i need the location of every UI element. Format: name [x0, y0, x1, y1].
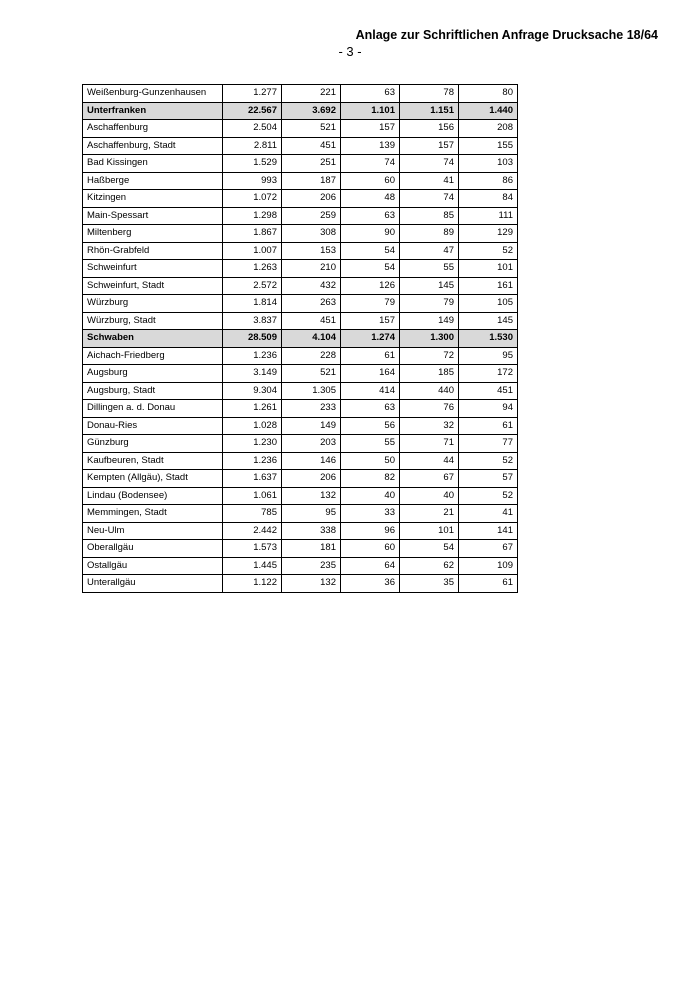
- row-label-cell: Rhön-Grabfeld: [83, 242, 223, 260]
- value-cell-3: 40: [341, 487, 400, 505]
- value-cell-5: 61: [459, 417, 518, 435]
- table-row: [83, 417, 518, 435]
- value-cell-1: 993: [223, 172, 282, 190]
- row-label-cell: Günzburg: [83, 435, 223, 453]
- table-row-summary: [83, 330, 518, 348]
- value-cell-3: 139: [341, 137, 400, 155]
- value-cell-3: 60: [341, 172, 400, 190]
- value-cell-3: 82: [341, 470, 400, 488]
- value-cell-5: 52: [459, 487, 518, 505]
- row-label-cell: Kitzingen: [83, 190, 223, 208]
- value-cell-2: 3.692: [282, 102, 341, 120]
- value-cell-2: 4.104: [282, 330, 341, 348]
- value-cell-3: 157: [341, 312, 400, 330]
- value-cell-5: 84: [459, 190, 518, 208]
- table-row: [83, 155, 518, 173]
- value-cell-1: 1.867: [223, 225, 282, 243]
- table-row: [83, 470, 518, 488]
- value-cell-5: 161: [459, 277, 518, 295]
- row-label-cell: Unterfranken: [83, 102, 223, 120]
- row-label-cell: Aschaffenburg: [83, 120, 223, 138]
- table-row: [83, 435, 518, 453]
- value-cell-2: 203: [282, 435, 341, 453]
- value-cell-3: 90: [341, 225, 400, 243]
- value-cell-3: 1.274: [341, 330, 400, 348]
- value-cell-5: 141: [459, 522, 518, 540]
- value-cell-2: 228: [282, 347, 341, 365]
- value-cell-3: 96: [341, 522, 400, 540]
- value-cell-2: 338: [282, 522, 341, 540]
- value-cell-2: 187: [282, 172, 341, 190]
- value-cell-2: 451: [282, 312, 341, 330]
- value-cell-3: 126: [341, 277, 400, 295]
- value-cell-1: 1.277: [223, 85, 282, 103]
- value-cell-1: 2.572: [223, 277, 282, 295]
- value-cell-2: 132: [282, 575, 341, 593]
- value-cell-4: 185: [400, 365, 459, 383]
- value-cell-4: 44: [400, 452, 459, 470]
- value-cell-4: 74: [400, 190, 459, 208]
- value-cell-4: 41: [400, 172, 459, 190]
- value-cell-1: 1.122: [223, 575, 282, 593]
- value-cell-5: 52: [459, 242, 518, 260]
- value-cell-5: 41: [459, 505, 518, 523]
- value-cell-3: 157: [341, 120, 400, 138]
- table-row: [83, 85, 518, 103]
- value-cell-3: 54: [341, 242, 400, 260]
- page-number: - 3 -: [338, 44, 362, 59]
- value-cell-4: 72: [400, 347, 459, 365]
- value-cell-3: 54: [341, 260, 400, 278]
- row-label-cell: Augsburg: [83, 365, 223, 383]
- value-cell-1: 2.504: [223, 120, 282, 138]
- value-cell-2: 210: [282, 260, 341, 278]
- row-label-cell: Neu-Ulm: [83, 522, 223, 540]
- row-label-cell: Lindau (Bodensee): [83, 487, 223, 505]
- value-cell-5: 145: [459, 312, 518, 330]
- row-label-cell: Dillingen a. d. Donau: [83, 400, 223, 418]
- value-cell-5: 451: [459, 382, 518, 400]
- value-cell-2: 153: [282, 242, 341, 260]
- value-cell-4: 157: [400, 137, 459, 155]
- value-cell-4: 62: [400, 557, 459, 575]
- value-cell-3: 56: [341, 417, 400, 435]
- value-cell-1: 2.811: [223, 137, 282, 155]
- value-cell-1: 1.236: [223, 347, 282, 365]
- value-cell-5: 80: [459, 85, 518, 103]
- value-cell-5: 1.530: [459, 330, 518, 348]
- value-cell-4: 78: [400, 85, 459, 103]
- table-row: [83, 575, 518, 593]
- value-cell-4: 101: [400, 522, 459, 540]
- value-cell-1: 1.236: [223, 452, 282, 470]
- value-cell-1: 785: [223, 505, 282, 523]
- table-body: [83, 85, 518, 593]
- table-row: [83, 295, 518, 313]
- table-row: [83, 382, 518, 400]
- value-cell-3: 64: [341, 557, 400, 575]
- value-cell-5: 95: [459, 347, 518, 365]
- value-cell-4: 440: [400, 382, 459, 400]
- row-label-cell: Schwaben: [83, 330, 223, 348]
- table-row: [83, 505, 518, 523]
- value-cell-5: 105: [459, 295, 518, 313]
- row-label-cell: Aschaffenburg, Stadt: [83, 137, 223, 155]
- value-cell-5: 109: [459, 557, 518, 575]
- value-cell-4: 149: [400, 312, 459, 330]
- value-cell-4: 21: [400, 505, 459, 523]
- row-label-cell: Ostallgäu: [83, 557, 223, 575]
- row-label-cell: Augsburg, Stadt: [83, 382, 223, 400]
- value-cell-1: 3.837: [223, 312, 282, 330]
- table-row: [83, 190, 518, 208]
- value-cell-1: 1.263: [223, 260, 282, 278]
- value-cell-5: 101: [459, 260, 518, 278]
- value-cell-3: 50: [341, 452, 400, 470]
- value-cell-1: 2.442: [223, 522, 282, 540]
- value-cell-2: 1.305: [282, 382, 341, 400]
- value-cell-3: 63: [341, 207, 400, 225]
- row-label-cell: Miltenberg: [83, 225, 223, 243]
- value-cell-2: 206: [282, 470, 341, 488]
- value-cell-3: 48: [341, 190, 400, 208]
- row-label-cell: Schweinfurt, Stadt: [83, 277, 223, 295]
- value-cell-4: 35: [400, 575, 459, 593]
- value-cell-1: 1.028: [223, 417, 282, 435]
- value-cell-3: 164: [341, 365, 400, 383]
- value-cell-5: 67: [459, 540, 518, 558]
- value-cell-2: 146: [282, 452, 341, 470]
- value-cell-5: 172: [459, 365, 518, 383]
- row-label-cell: Bad Kissingen: [83, 155, 223, 173]
- value-cell-2: 206: [282, 190, 341, 208]
- row-label-cell: Haßberge: [83, 172, 223, 190]
- table-row: [83, 540, 518, 558]
- value-cell-1: 1.573: [223, 540, 282, 558]
- row-label-cell: Unterallgäu: [83, 575, 223, 593]
- value-cell-2: 259: [282, 207, 341, 225]
- value-cell-2: 235: [282, 557, 341, 575]
- value-cell-5: 61: [459, 575, 518, 593]
- value-cell-2: 132: [282, 487, 341, 505]
- row-label-cell: Kempten (Allgäu), Stadt: [83, 470, 223, 488]
- value-cell-3: 414: [341, 382, 400, 400]
- value-cell-5: 77: [459, 435, 518, 453]
- value-cell-1: 1.261: [223, 400, 282, 418]
- table-row: [83, 347, 518, 365]
- table-row: [83, 260, 518, 278]
- value-cell-5: 1.440: [459, 102, 518, 120]
- table-row: [83, 487, 518, 505]
- table-row: [83, 277, 518, 295]
- value-cell-4: 67: [400, 470, 459, 488]
- document-title: Anlage zur Schriftlichen Anfrage Drucksache 18/64: [355, 28, 658, 42]
- value-cell-4: 32: [400, 417, 459, 435]
- value-cell-1: 1.637: [223, 470, 282, 488]
- row-label-cell: Main-Spessart: [83, 207, 223, 225]
- value-cell-3: 33: [341, 505, 400, 523]
- row-label-cell: Aichach-Friedberg: [83, 347, 223, 365]
- value-cell-1: 3.149: [223, 365, 282, 383]
- row-label-cell: Weißenburg-Gunzenhausen: [83, 85, 223, 103]
- table-row: [83, 312, 518, 330]
- value-cell-1: 1.445: [223, 557, 282, 575]
- value-cell-2: 251: [282, 155, 341, 173]
- value-cell-4: 79: [400, 295, 459, 313]
- table-row: [83, 522, 518, 540]
- value-cell-4: 47: [400, 242, 459, 260]
- table-row: [83, 172, 518, 190]
- value-cell-1: 9.304: [223, 382, 282, 400]
- value-cell-3: 55: [341, 435, 400, 453]
- value-cell-3: 74: [341, 155, 400, 173]
- value-cell-1: 1.814: [223, 295, 282, 313]
- value-cell-4: 40: [400, 487, 459, 505]
- value-cell-4: 55: [400, 260, 459, 278]
- value-cell-1: 1.529: [223, 155, 282, 173]
- table-row: [83, 137, 518, 155]
- value-cell-1: 1.230: [223, 435, 282, 453]
- value-cell-5: 103: [459, 155, 518, 173]
- value-cell-5: 129: [459, 225, 518, 243]
- value-cell-5: 208: [459, 120, 518, 138]
- table-row-summary: [83, 102, 518, 120]
- row-label-cell: Schweinfurt: [83, 260, 223, 278]
- value-cell-2: 451: [282, 137, 341, 155]
- value-cell-4: 89: [400, 225, 459, 243]
- value-cell-5: 52: [459, 452, 518, 470]
- value-cell-4: 85: [400, 207, 459, 225]
- value-cell-5: 94: [459, 400, 518, 418]
- value-cell-4: 1.300: [400, 330, 459, 348]
- value-cell-2: 149: [282, 417, 341, 435]
- value-cell-3: 60: [341, 540, 400, 558]
- row-label-cell: Memmingen, Stadt: [83, 505, 223, 523]
- value-cell-3: 63: [341, 400, 400, 418]
- value-cell-2: 308: [282, 225, 341, 243]
- data-table: [82, 84, 518, 593]
- value-cell-1: 22.567: [223, 102, 282, 120]
- value-cell-1: 1.298: [223, 207, 282, 225]
- row-label-cell: Donau-Ries: [83, 417, 223, 435]
- value-cell-2: 95: [282, 505, 341, 523]
- value-cell-3: 61: [341, 347, 400, 365]
- value-cell-3: 79: [341, 295, 400, 313]
- table-row: [83, 557, 518, 575]
- row-label-cell: Kaufbeuren, Stadt: [83, 452, 223, 470]
- value-cell-4: 76: [400, 400, 459, 418]
- table-row: [83, 225, 518, 243]
- value-cell-4: 71: [400, 435, 459, 453]
- value-cell-3: 1.101: [341, 102, 400, 120]
- value-cell-4: 145: [400, 277, 459, 295]
- value-cell-2: 221: [282, 85, 341, 103]
- value-cell-1: 1.007: [223, 242, 282, 260]
- value-cell-2: 233: [282, 400, 341, 418]
- table-row: [83, 242, 518, 260]
- table-row: [83, 452, 518, 470]
- value-cell-4: 1.151: [400, 102, 459, 120]
- table-row: [83, 207, 518, 225]
- value-cell-2: 181: [282, 540, 341, 558]
- value-cell-5: 111: [459, 207, 518, 225]
- value-cell-2: 263: [282, 295, 341, 313]
- row-label-cell: Würzburg: [83, 295, 223, 313]
- row-label-cell: Würzburg, Stadt: [83, 312, 223, 330]
- value-cell-4: 156: [400, 120, 459, 138]
- value-cell-3: 36: [341, 575, 400, 593]
- value-cell-2: 521: [282, 120, 341, 138]
- value-cell-1: 1.061: [223, 487, 282, 505]
- value-cell-1: 28.509: [223, 330, 282, 348]
- value-cell-2: 432: [282, 277, 341, 295]
- table-row: [83, 365, 518, 383]
- value-cell-4: 54: [400, 540, 459, 558]
- value-cell-4: 74: [400, 155, 459, 173]
- row-label-cell: Oberallgäu: [83, 540, 223, 558]
- table-row: [83, 120, 518, 138]
- value-cell-5: 155: [459, 137, 518, 155]
- value-cell-3: 63: [341, 85, 400, 103]
- table-row: [83, 400, 518, 418]
- value-cell-5: 86: [459, 172, 518, 190]
- value-cell-1: 1.072: [223, 190, 282, 208]
- value-cell-2: 521: [282, 365, 341, 383]
- value-cell-5: 57: [459, 470, 518, 488]
